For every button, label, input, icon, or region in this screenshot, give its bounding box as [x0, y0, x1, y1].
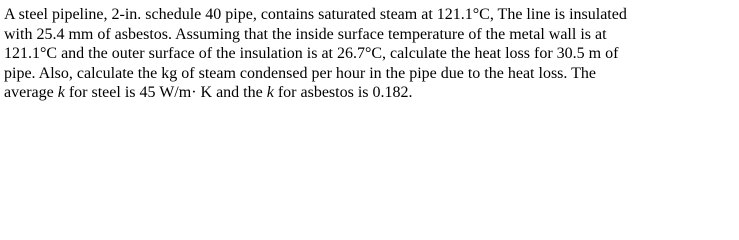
problem-line-3: 121.1°C and the outer surface of the insulation is at 26.7°C, calculate the heat loss for 30.5 m of	[4, 45, 619, 63]
problem-line-5-part-3: for asbestos is 0.182.	[273, 84, 413, 102]
problem-line-4: pipe. Also, calculate the kg of steam condensed per hour in the pipe due to the heat loss. The	[4, 64, 596, 82]
problem-line-1: A steel pipeline, 2-in. schedule 40 pipe, contains saturated steam at 121.1°C, The line is insulated	[4, 6, 627, 23]
problem-line-5-part-2: for steel is 45 W/m· K and the	[64, 84, 267, 102]
problem-statement	[4, 5, 736, 103]
problem-line-5	[4, 83, 736, 103]
asbestos-k-symbol: k	[266, 84, 274, 102]
problem-line-2: with 25.4 mm of asbestos. Assuming that the inside surface temperature of the metal wall is at	[4, 25, 607, 43]
problem-line-5-part-1: average	[4, 84, 58, 102]
steel-k-symbol: k	[57, 84, 65, 102]
